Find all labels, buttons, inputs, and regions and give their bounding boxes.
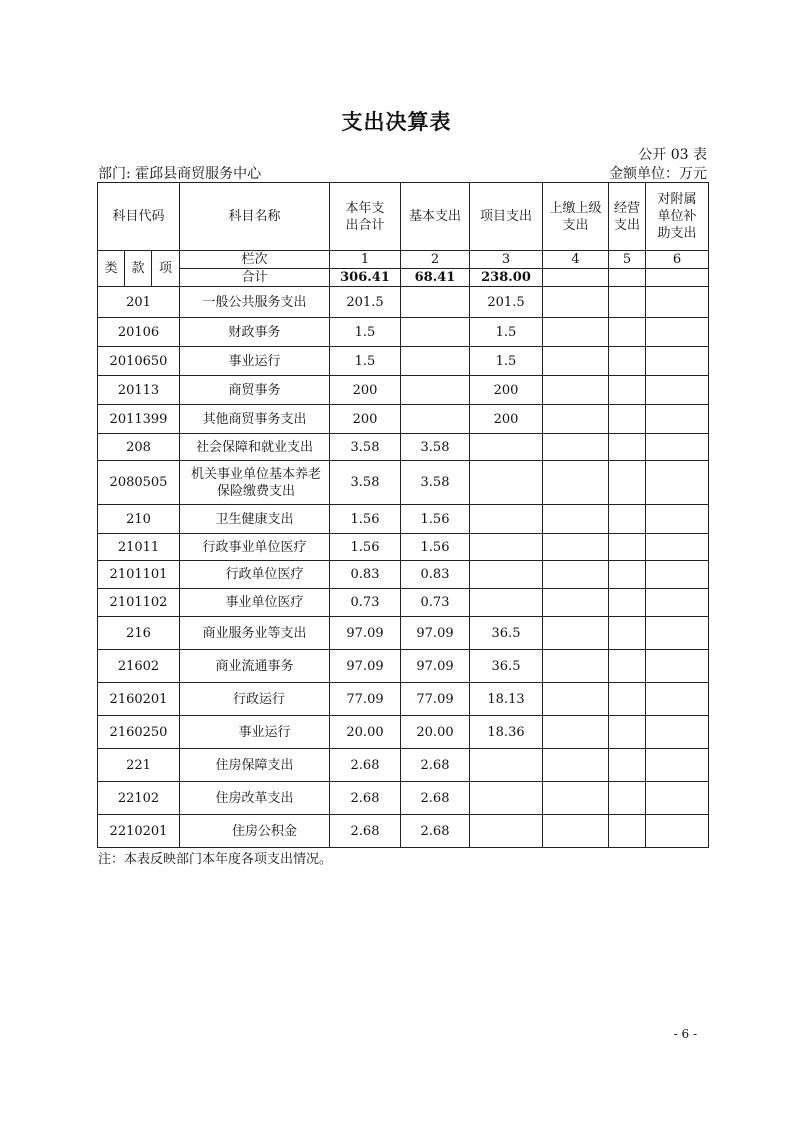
row-business (609, 561, 646, 589)
row-subsidy (646, 318, 709, 347)
table-row (98, 815, 709, 848)
header-business (609, 183, 646, 251)
row-total: 97.09 (330, 650, 401, 683)
table-row (98, 589, 709, 617)
row-project: 1.5 (470, 318, 543, 347)
row-upper (543, 617, 609, 650)
row-upper (543, 347, 609, 376)
row-basic: 20.00 (401, 716, 470, 749)
row-upper (543, 434, 609, 461)
header-code: 科目代码 (98, 183, 180, 251)
row-name: 其他商贸事务支出 (180, 405, 330, 434)
row-upper (543, 716, 609, 749)
row-code: 2101101 (98, 561, 180, 589)
row-basic: 0.83 (401, 561, 470, 589)
row-upper (543, 505, 609, 534)
row-name: 事业单位医疗 (180, 589, 330, 617)
row-total: 1.56 (330, 505, 401, 534)
row-business (609, 461, 646, 505)
row-total: 200 (330, 405, 401, 434)
row-total: 2.68 (330, 782, 401, 815)
row-total: 2.68 (330, 815, 401, 848)
header-total (330, 183, 401, 251)
row-basic (401, 318, 470, 347)
totals-subsidy (646, 269, 709, 287)
column-number: 1 (330, 251, 401, 269)
header-kuan: 款 (125, 251, 152, 287)
table-row (98, 347, 709, 376)
row-project (470, 505, 543, 534)
row-name (180, 461, 330, 505)
row-business (609, 434, 646, 461)
totals-row (98, 269, 709, 287)
row-project (470, 434, 543, 461)
table-note: 注：本表反映部门本年度各项支出情况。 (98, 852, 333, 867)
row-total: 200 (330, 376, 401, 405)
table-row (98, 505, 709, 534)
row-name: 一般公共服务支出 (180, 287, 330, 318)
row-subsidy (646, 534, 709, 561)
row-upper (543, 287, 609, 318)
row-subsidy (646, 815, 709, 848)
row-basic (401, 405, 470, 434)
column-number-row (98, 251, 709, 269)
row-total: 1.56 (330, 534, 401, 561)
row-upper (543, 534, 609, 561)
row-business (609, 405, 646, 434)
row-subsidy (646, 589, 709, 617)
row-name: 财政事务 (180, 318, 330, 347)
row-total: 1.5 (330, 347, 401, 376)
row-upper (543, 650, 609, 683)
column-label: 栏次 (180, 251, 330, 269)
row-total: 77.09 (330, 683, 401, 716)
row-subsidy (646, 617, 709, 650)
row-project: 36.5 (470, 650, 543, 683)
totals-upper (543, 269, 609, 287)
column-number: 4 (543, 251, 609, 269)
row-name-text: 机关事业单位基本养老保险缴费支出 (190, 466, 321, 499)
column-number: 2 (401, 251, 470, 269)
row-code: 210 (98, 505, 180, 534)
row-business (609, 683, 646, 716)
column-number: 5 (609, 251, 646, 269)
row-name: 行政运行 (180, 683, 330, 716)
row-upper (543, 589, 609, 617)
row-upper (543, 376, 609, 405)
row-code: 22102 (98, 782, 180, 815)
row-upper (543, 815, 609, 848)
row-subsidy (646, 434, 709, 461)
table-row (98, 287, 709, 318)
totals-label: 合计 (180, 269, 330, 287)
row-subsidy (646, 347, 709, 376)
totals-basic: 68.41 (401, 269, 470, 287)
row-basic: 2.68 (401, 749, 470, 782)
department-label: 部门: 霍邱县商贸服务中心 (98, 166, 262, 182)
row-project (470, 534, 543, 561)
row-project: 18.36 (470, 716, 543, 749)
row-code: 2080505 (98, 461, 180, 505)
row-project: 200 (470, 405, 543, 434)
amount-unit-label: 金额单位：万元 (609, 166, 707, 182)
row-name: 商业服务业等支出 (180, 617, 330, 650)
row-code: 2011399 (98, 405, 180, 434)
row-basic: 0.73 (401, 589, 470, 617)
row-business (609, 347, 646, 376)
row-upper (543, 318, 609, 347)
row-business (609, 318, 646, 347)
row-project (470, 782, 543, 815)
row-project: 200 (470, 376, 543, 405)
row-basic: 3.58 (401, 461, 470, 505)
row-upper (543, 782, 609, 815)
table-row (98, 561, 709, 589)
row-basic (401, 287, 470, 318)
row-business (609, 716, 646, 749)
row-basic: 97.09 (401, 650, 470, 683)
row-code: 2101102 (98, 589, 180, 617)
row-business (609, 815, 646, 848)
row-project: 1.5 (470, 347, 543, 376)
header-upper-text: 上缴上级支出 (549, 200, 602, 233)
table-row (98, 534, 709, 561)
row-name: 行政事业单位医疗 (180, 534, 330, 561)
row-code: 2010650 (98, 347, 180, 376)
row-subsidy (646, 287, 709, 318)
row-code: 201 (98, 287, 180, 318)
row-code: 2160250 (98, 716, 180, 749)
row-basic (401, 376, 470, 405)
row-name: 住房保障支出 (180, 749, 330, 782)
row-total: 3.58 (330, 434, 401, 461)
table-row (98, 683, 709, 716)
table-header-row (98, 183, 709, 251)
column-number: 3 (470, 251, 543, 269)
header-basic: 基本支出 (401, 183, 470, 251)
row-name: 社会保障和就业支出 (180, 434, 330, 461)
row-code: 216 (98, 617, 180, 650)
table-row (98, 434, 709, 461)
row-business (609, 650, 646, 683)
row-code: 208 (98, 434, 180, 461)
row-business (609, 376, 646, 405)
row-business (609, 782, 646, 815)
row-subsidy (646, 650, 709, 683)
row-total: 20.00 (330, 716, 401, 749)
header-lei: 类 (98, 251, 125, 287)
row-name: 住房公积金 (180, 815, 330, 848)
row-business (609, 505, 646, 534)
row-subsidy (646, 683, 709, 716)
row-code: 20113 (98, 376, 180, 405)
expenditure-table (97, 182, 709, 848)
form-number: 公开 03 表 (638, 147, 707, 163)
row-basic: 77.09 (401, 683, 470, 716)
header-business-text: 经营支出 (613, 200, 640, 233)
row-name: 商业流通事务 (180, 650, 330, 683)
row-subsidy (646, 782, 709, 815)
row-basic (401, 347, 470, 376)
table-row (98, 318, 709, 347)
row-upper (543, 561, 609, 589)
table-row (98, 405, 709, 434)
row-project: 201.5 (470, 287, 543, 318)
table-row (98, 461, 709, 505)
row-project (470, 461, 543, 505)
row-basic: 97.09 (401, 617, 470, 650)
header-name: 科目名称 (180, 183, 330, 251)
row-code: 2210201 (98, 815, 180, 848)
header-total-text: 本年支出合计 (345, 200, 385, 233)
table-row (98, 749, 709, 782)
totals-business (609, 269, 646, 287)
row-name: 住房改革支出 (180, 782, 330, 815)
row-project (470, 589, 543, 617)
header-project: 项目支出 (470, 183, 543, 251)
row-business (609, 287, 646, 318)
row-basic: 2.68 (401, 782, 470, 815)
row-subsidy (646, 405, 709, 434)
row-upper (543, 405, 609, 434)
row-subsidy (646, 505, 709, 534)
row-business (609, 589, 646, 617)
totals-project: 238.00 (470, 269, 543, 287)
header-upper (543, 183, 609, 251)
row-business (609, 749, 646, 782)
row-project: 36.5 (470, 617, 543, 650)
row-basic: 3.58 (401, 434, 470, 461)
row-business (609, 534, 646, 561)
row-upper (543, 749, 609, 782)
row-basic: 1.56 (401, 534, 470, 561)
row-project (470, 749, 543, 782)
row-total: 201.5 (330, 287, 401, 318)
row-code: 2160201 (98, 683, 180, 716)
row-project (470, 815, 543, 848)
row-total: 0.83 (330, 561, 401, 589)
row-name: 行政单位医疗 (180, 561, 330, 589)
table-row (98, 782, 709, 815)
table-row (98, 716, 709, 749)
table-row (98, 650, 709, 683)
row-code: 21602 (98, 650, 180, 683)
header-subsidy-text: 对附属单位补助支出 (657, 192, 697, 241)
row-total: 2.68 (330, 749, 401, 782)
row-project (470, 561, 543, 589)
page-number: - 6 - (673, 1027, 697, 1041)
row-code: 21011 (98, 534, 180, 561)
row-total: 97.09 (330, 617, 401, 650)
row-subsidy (646, 561, 709, 589)
row-name: 事业运行 (180, 716, 330, 749)
row-subsidy (646, 461, 709, 505)
row-upper (543, 683, 609, 716)
row-upper (543, 461, 609, 505)
row-subsidy (646, 376, 709, 405)
page-title: 支出决算表 (341, 110, 452, 134)
table-row (98, 376, 709, 405)
row-name: 事业运行 (180, 347, 330, 376)
totals-total: 306.41 (330, 269, 401, 287)
header-xiang: 项 (152, 251, 180, 287)
column-number: 6 (646, 251, 709, 269)
row-project: 18.13 (470, 683, 543, 716)
row-total: 1.5 (330, 318, 401, 347)
header-subsidy (646, 183, 709, 251)
row-code: 20106 (98, 318, 180, 347)
table-row (98, 617, 709, 650)
row-subsidy (646, 716, 709, 749)
row-name: 卫生健康支出 (180, 505, 330, 534)
row-total: 0.73 (330, 589, 401, 617)
row-total: 3.58 (330, 461, 401, 505)
row-subsidy (646, 749, 709, 782)
row-basic: 2.68 (401, 815, 470, 848)
row-name: 商贸事务 (180, 376, 330, 405)
row-business (609, 617, 646, 650)
row-basic: 1.56 (401, 505, 470, 534)
row-code: 221 (98, 749, 180, 782)
